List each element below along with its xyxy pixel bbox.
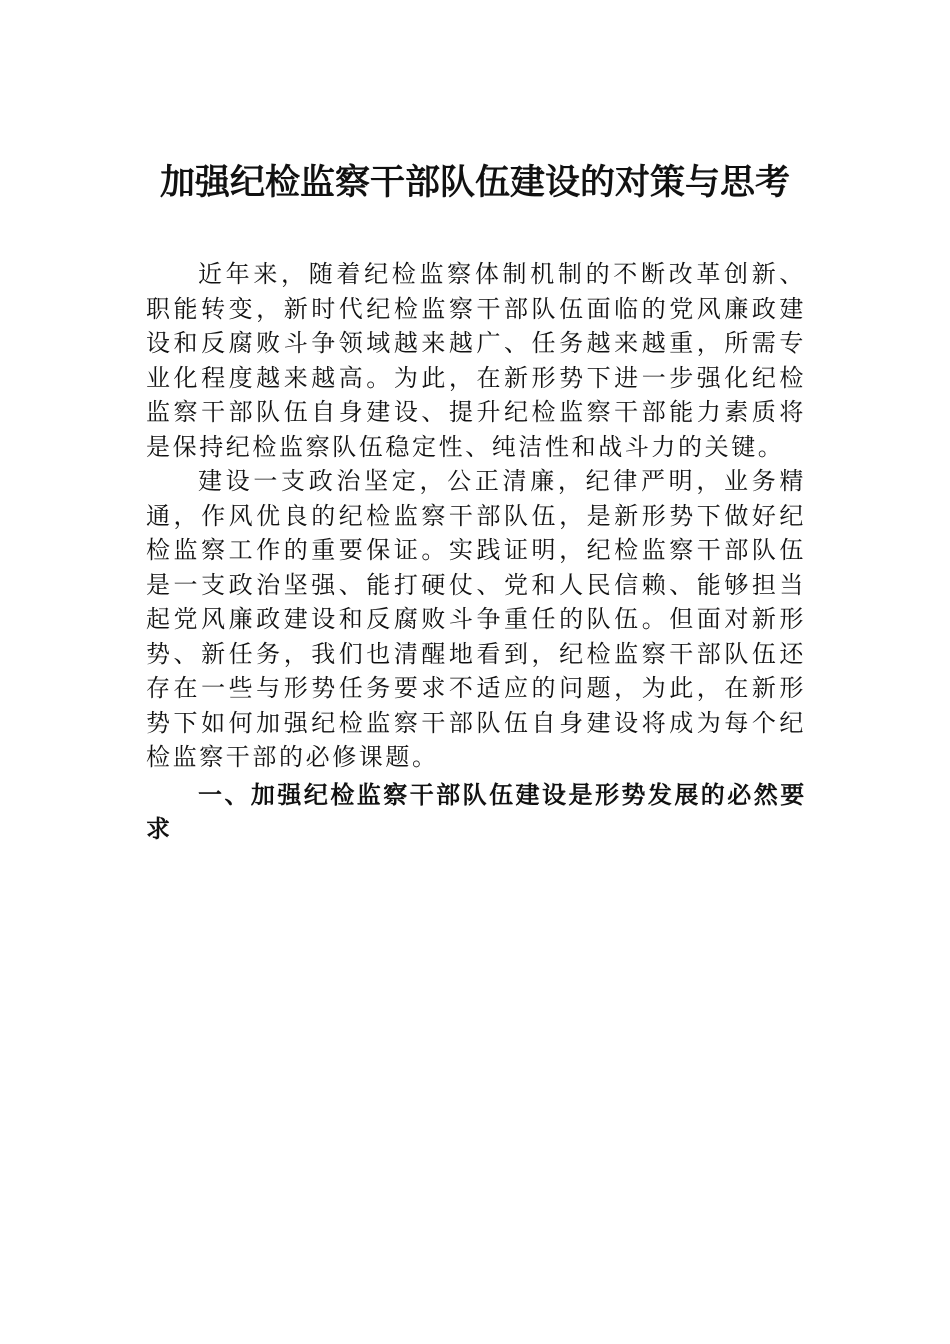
- paragraph-intro: 近年来，随着纪检监察体制机制的不断改革创新、职能转变，新时代纪检监察干部队伍面临的党风廉政建设和反腐败斗争领域越来越广、任务越来越重，所需专业化程度越来越高。为此，在新形势下进一步强化纪检监察干部队伍自身建设、提升纪检监察干部能力素质将是保持纪检监察队伍稳定性、纯洁性和战斗力的关键。: [146, 260, 806, 461]
- document-title: 加强纪检监察干部队伍建设的对策与思考: [159, 162, 790, 203]
- document-body: [146, 257, 806, 847]
- section-heading: 一、加强纪检监察干部队伍建设是形势发展的必然要求: [146, 780, 806, 843]
- paragraph-team-building: 建设一支政治坚定，公正清廉，纪律严明，业务精通，作风优良的纪检监察干部队伍，是新形势下做好纪检监察工作的重要保证。实践证明，纪检监察干部队伍是一支政治坚强、能打硬仗、党和人民信赖、能够担当起党风廉政建设和反腐败斗争重任的队伍。但面对新形势、新任务，我们也清醒地看到，纪检监察干部队伍还存在一些与形势任务要求不适应的问题，为此，在新形势下如何加强纪检监察干部队伍自身建设将成为每个纪检监察干部的必修课题。: [146, 467, 806, 771]
